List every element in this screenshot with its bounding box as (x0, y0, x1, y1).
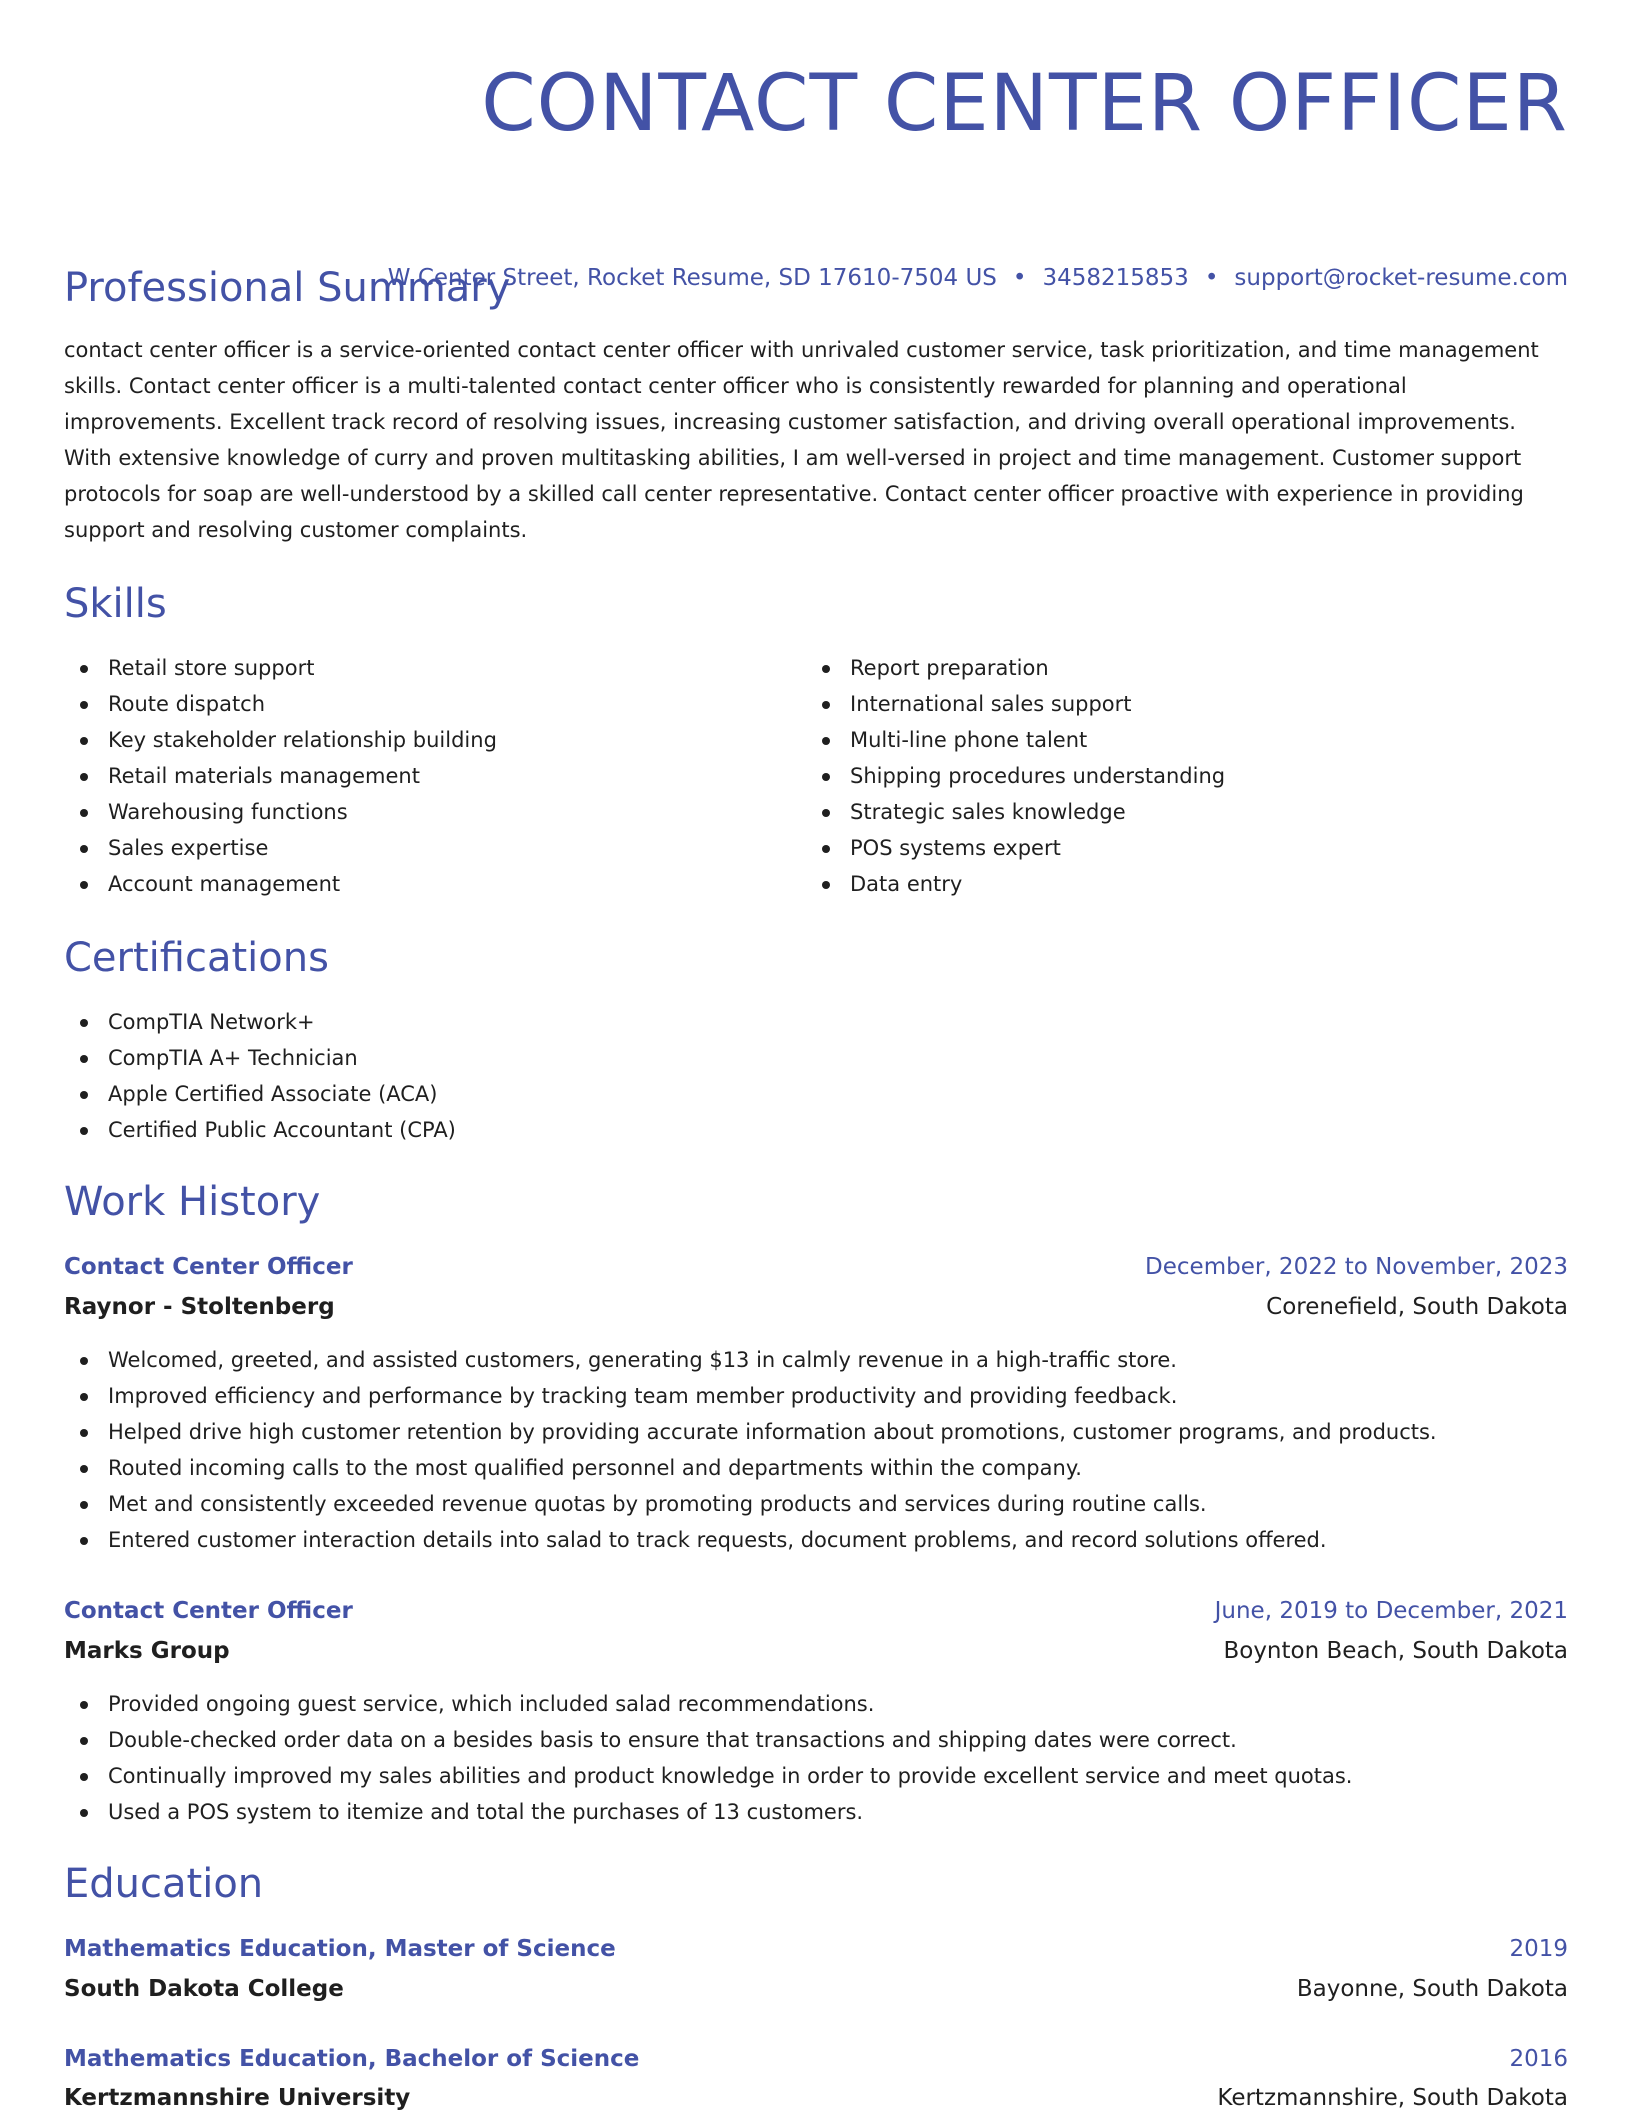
job-title: Contact Center Officer (64, 1598, 353, 1624)
education-degree: Mathematics Education, Master of Science (64, 1936, 616, 1962)
job-duties-list (64, 1342, 1437, 1558)
education-year: 2016 (1509, 2046, 1568, 2072)
contact-separator: • (1012, 265, 1027, 291)
job-duty-item: Improved efficiency and performance by tracking team member productivity and providing feedback. (64, 1378, 1437, 1414)
education-school: Kertzmannshire University (64, 2085, 411, 2111)
skills-heading: Skills (64, 581, 167, 627)
skill-item: POS systems expert (806, 830, 1225, 866)
resume-name: CONTACT CENTER OFFICER (481, 59, 1568, 149)
skill-item: Strategic sales knowledge (806, 794, 1225, 830)
job-duty-item: Double-checked order data on a besides basis to ensure that transactions and shipping dates were correct. (64, 1722, 1353, 1758)
education-location: Bayonne, South Dakota (1296, 1976, 1568, 2002)
certification-item: Apple Certified Associate (ACA) (64, 1076, 456, 1112)
job-duty-item: Entered customer interaction details into salad to track requests, document problems, and record solutions offered. (64, 1522, 1437, 1558)
contact-address: W Center Street, Rocket Resume, SD 17610-7504 US (387, 265, 997, 291)
skill-item: International sales support (806, 686, 1225, 722)
job-duty-item: Welcomed, greeted, and assisted customers, generating $13 in calmly revenue in a high-traffic store. (64, 1342, 1437, 1378)
job-location: Corenefield, South Dakota (1266, 1294, 1568, 1320)
job-company: Raynor - Stoltenberg (64, 1294, 335, 1320)
education-degree: Mathematics Education, Bachelor of Science (64, 2046, 640, 2072)
education-heading: Education (64, 1861, 264, 1907)
job-dates: December, 2022 to November, 2023 (1145, 1254, 1568, 1280)
contact-line (388, 262, 1568, 294)
skill-item: Retail materials management (64, 758, 497, 794)
skill-item: Account management (64, 866, 497, 902)
job-duty-item: Met and consistently exceeded revenue quotas by promoting products and services during routine calls. (64, 1486, 1437, 1522)
job-dates: June, 2019 to December, 2021 (1214, 1598, 1568, 1624)
skill-item: Shipping procedures understanding (806, 758, 1225, 794)
job-duty-item: Routed incoming calls to the most qualified personnel and departments within the company. (64, 1450, 1437, 1486)
education-school-row (64, 1973, 1568, 2005)
education-degree-row (64, 2043, 1568, 2075)
job-duty-item: Provided ongoing guest service, which included salad recommendations. (64, 1686, 1353, 1722)
certification-item: Certified Public Accountant (CPA) (64, 1112, 456, 1148)
education-school: South Dakota College (64, 1976, 344, 2002)
job-duty-item: Used a POS system to itemize and total the purchases of 13 customers. (64, 1794, 1353, 1830)
certifications-heading: Certifications (64, 935, 329, 981)
certifications-list (64, 1004, 456, 1148)
job-company-row (64, 1291, 1568, 1323)
contact-separator: • (1204, 265, 1219, 291)
skill-item: Key stakeholder relationship building (64, 722, 497, 758)
skill-item: Retail store support (64, 650, 497, 686)
job-location: Boynton Beach, South Dakota (1223, 1638, 1568, 1664)
job-duty-item: Helped drive high customer retention by providing accurate information about promotions, customer programs, and products. (64, 1414, 1437, 1450)
skill-item: Report preparation (806, 650, 1225, 686)
skill-item: Data entry (806, 866, 1225, 902)
skills-list-right (806, 650, 1225, 902)
skills-list-left (64, 650, 497, 902)
summary-text: contact center officer is a service-oriented contact center officer with unrivaled customer service, task prioritization, and time management skills. Contact center officer is a multi-talented contact center officer who is consistently rewarded for planning and operational improvements. Excellent track record of resolving issues, increasing customer satisfaction, and driving overall operational improvements. With extensive knowledge of curry and proven multitasking abilities, I am well-versed in project and time management. Customer support protocols for soap are well-understood by a skilled call center representative. Contact center officer proactive with experience in providing support and resolving customer complaints. (64, 338, 1539, 542)
skill-item: Multi-line phone talent (806, 722, 1225, 758)
job-company-row (64, 1635, 1568, 1667)
education-year: 2019 (1509, 1936, 1568, 1962)
certification-item: CompTIA Network+ (64, 1004, 456, 1040)
skill-item: Route dispatch (64, 686, 497, 722)
skill-item: Warehousing functions (64, 794, 497, 830)
certification-item: CompTIA A+ Technician (64, 1040, 456, 1076)
skill-item: Sales expertise (64, 830, 497, 866)
job-company: Marks Group (64, 1638, 230, 1664)
education-degree-row (64, 1933, 1568, 1965)
job-title: Contact Center Officer (64, 1254, 353, 1280)
contact-phone[interactable]: 3458215853 (1042, 265, 1189, 291)
education-location: Kertzmannshire, South Dakota (1217, 2085, 1568, 2111)
summary-heading: Professional Summary (64, 265, 511, 311)
job-title-row (64, 1251, 1568, 1283)
work-history-heading: Work History (64, 1179, 321, 1225)
contact-email[interactable]: support@rocket-resume.com (1234, 265, 1568, 291)
job-title-row (64, 1595, 1568, 1627)
job-duty-item: Continually improved my sales abilities and product knowledge in order to provide excellent service and meet quotas. (64, 1758, 1353, 1794)
education-school-row (64, 2082, 1568, 2114)
job-duties-list (64, 1686, 1353, 1830)
